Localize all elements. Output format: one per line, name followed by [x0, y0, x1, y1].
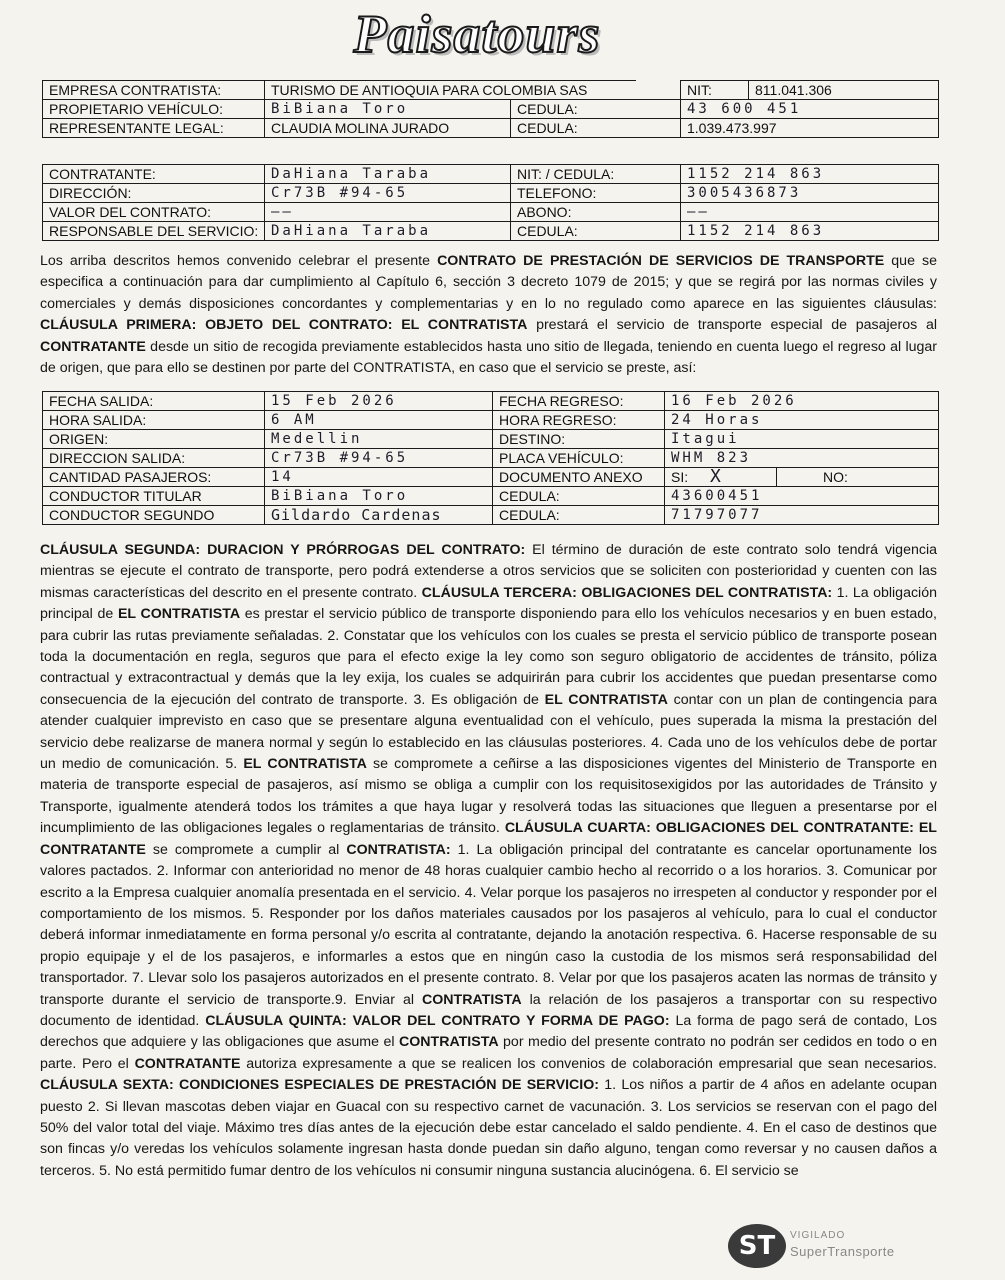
- hora-salida-label: HORA SALIDA:: [43, 411, 265, 430]
- clause-5-text-c: autoriza expresamente a que se realicen los convenios de colaboración empresarial que sean necesarios.: [240, 1055, 937, 1072]
- clause-3-bold-2: EL CONTRATISTA: [544, 691, 668, 708]
- representante-label: REPRESENTANTE LEGAL:: [43, 119, 265, 138]
- propietario-label: PROPIETARIO VEHÍCULO:: [43, 100, 265, 119]
- placa-label: PLACA VEHÍCULO:: [493, 449, 665, 468]
- clause-2-text: El término de duración de este contrato solo tendrá vigencia mientras se ejecute el contrato de transporte, pero podrá extenderse a otros servicios que se soliciten con posterioridad y cuenten con las mismas características del descrito en el presente contrato.: [40, 542, 937, 601]
- conductor-titular-cedula-label: CEDULA:: [493, 487, 665, 506]
- si-mark: X: [710, 467, 724, 487]
- clause-6-title: CLÁUSULA SEXTA: CONDICIONES ESPECIALES DE PRESTACIÓN DE SERVICIO:: [40, 1077, 599, 1094]
- nit-cedula-value: 1152 214 863: [681, 165, 939, 184]
- fecha-regreso-label: FECHA REGRESO:: [493, 392, 665, 411]
- representante-cedula-label: CEDULA:: [511, 119, 681, 138]
- origen-label: ORIGEN:: [43, 430, 265, 449]
- fecha-salida-label: FECHA SALIDA:: [43, 392, 265, 411]
- supertransporte-logo: [728, 1222, 928, 1270]
- clause-4-title: CLÁUSULA CUARTA: OBLIGACIONES DEL CONTRATANTE: EL CONTRATANTE: [40, 820, 937, 858]
- responsable-label: RESPONSABLE DEL SERVICIO:: [43, 222, 265, 241]
- clause-3-text-d: se compromete a ceñirse a las disposiciones vigentes del Ministerio de Transporte en materia de transporte especial de pasajeros, así mismo se obliga a cumplir con los requisitosexigidos por las autoridades de Tránsito y Transporte, igualmente atenderá todos los trámites a que haya lugar y resolverá todas las situaciones que lleguen a presentarse por el incumplimiento de las obligaciones legales o reglamentarias de tránsito.: [40, 756, 938, 837]
- conductor-titular-label: CONDUCTOR TITULAR: [43, 487, 265, 506]
- pasajeros-label: CANTIDAD PASAJEROS:: [43, 468, 265, 487]
- clause-3-title: CLÁUSULA TERCERA: OBLIGACIONES DEL CONTRATISTA:: [421, 584, 833, 601]
- company-table: [42, 80, 939, 138]
- pasajeros-value: 14: [265, 468, 493, 487]
- conductor-segundo-label: CONDUCTOR SEGUNDO: [43, 506, 265, 525]
- clause-3-text-c: contar con un plan de contingencia para atender cualquier imprevisto en caso que se presentare alguna eventualidad con el vehículo, pues superada la misma la prestación del servicio debe realizarse de manera normal y según lo establecido en las cláusulas posteriores. 4. Cada uno de los vehículos debe de portar un medio de comunicación. 5.: [40, 691, 938, 773]
- intro-text-2: que se especifica a continuación para dar cumplimiento al Capítulo 6, sección 3 decreto 1079 de 2015; y que se regirá por las normas civiles y comerciales y demás disposiciones concordantes y complementarias y en lo no regulado como aparece en las siguientes cláusulas:: [40, 253, 937, 312]
- fecha-regreso-value: 16 Feb 2026: [665, 392, 939, 411]
- intro-contract-title: CONTRATO DE PRESTACIÓN DE SERVICIOS DE TRANSPORTE: [437, 253, 885, 269]
- conductor-titular-value: BiBiana Toro: [265, 487, 493, 506]
- telefono-value: 3005436873: [681, 184, 939, 203]
- clause-4-text-b: 1. La obligación principal del contratante es cancelar oportunamente los valores pactados. 2. Informar con anterioridad no menor de 48 horas cualquier cambio hecho al recorrido o a los horarios. 3. Comunicar por escrito a la Empresa cualquier anomalía presentada en el servicio. 4. Velar porque los pasajeros no irrespeten al conductor y responder por el comportamiento de los mismos. 5. Responder por los daños materiales causados por los pasajeros al vehículo, para lo cual el conductor deberá informar inmediatamente en forma personal y/o escrita al contratante, dejando la anotación respectiva. 6. Hacerse responsable de su propio equipaje y el de los pasajeros, e informarles a estos que en ningún caso la custodia de los mismos será responsabilidad del transportador. 7. Llevar solo los pasajeros autorizados en el presente contrato. 8. Velar por que los pasajeros acaten las normas de tránsito y transporte durante el servicio de transporte.9. Enviar al: [40, 841, 937, 1008]
- placa-value: WHM 823: [665, 449, 939, 468]
- clause-3-bold-1: EL CONTRATISTA: [117, 606, 241, 623]
- clause-1-title: CLÁUSULA PRIMERA: OBJETO DEL CONTRATO: EL CONTRATISTA: [40, 317, 528, 334]
- clause-5-bold-1: CONTRATISTA: [399, 1034, 499, 1051]
- responsable-cedula-value: 1152 214 863: [681, 222, 939, 241]
- abono-value: ——: [681, 203, 939, 222]
- propietario-cedula-value: 43 600 451: [681, 100, 939, 119]
- abono-label: ABONO:: [511, 203, 681, 222]
- nit-cedula-label: NIT: / CEDULA:: [511, 165, 681, 184]
- empresa-value: TURISMO DE ANTIOQUIA PARA COLOMBIA SAS: [265, 81, 636, 100]
- clause-1-bold: CONTRATANTE: [40, 338, 146, 355]
- logo-text: Paisatours: [353, 4, 601, 64]
- clause-5-text-b: por medio del presente contrato no podrán ser cedidos en todo o en parte. Pero el: [40, 1034, 938, 1072]
- clause-4-text-a: se compromete a cumplir al: [145, 841, 347, 858]
- contratante-value: DaHiana Taraba: [265, 165, 511, 184]
- clause-4-text-c: la relación de los pasajeros a transportar con su respectivo documento de identidad.: [40, 991, 937, 1029]
- clause-6-text: 1. Los niños a partir de 4 años en adelante ocupan puesto 2. Si llevan mascotas deben viajar en Guacal con su respectivo carnet de vacunación. 3. Los servicios se reservan con el pago del 50% del valor total del viaje. Máximo tres días antes de la ejecución debe estar cancelado el saldo pendiente. 4. En el caso de destinos que son fincas y/o veredas los vehículos solamente ingresan hasta donde puedan sin daño alguno, tengan como reversar y no causen daños a terceros. 5. No está permitido fumar dentro de los vehículos ni consumir ninguna sustancia alucinógena. 6. El servicio se: [40, 1077, 937, 1179]
- clause-3-bold-3: EL CONTRATISTA: [243, 756, 367, 773]
- responsable-cedula-label: CEDULA:: [511, 222, 681, 241]
- direccion-label: DIRECCIÓN:: [43, 184, 265, 203]
- clause-1-text-1: prestará el servicio de transporte especial de pasajeros al: [527, 317, 937, 334]
- clause-4-bold-1: CONTRATISTA:: [346, 841, 451, 858]
- propietario-value: BiBiana Toro: [265, 100, 511, 119]
- clause-5-title: CLÁUSULA QUINTA: VALOR DEL CONTRATO Y FORMA DE PAGO:: [205, 1012, 670, 1029]
- clause-1-text-2: desde un sitio de recogida previamente establecidos hasta uno sitio de llegada, teniendo en cuenta luego el regreso al lugar de origen, que para ello se destinen por parte del CONTRATISTA, en caso que el servicio se preste, así:: [40, 338, 937, 377]
- nit-label: NIT:: [681, 81, 749, 100]
- clause-2-title: CLÁUSULA SEGUNDA: DURACION Y PRÓRROGAS DEL CONTRATO:: [40, 542, 526, 558]
- direccion-salida-label: DIRECCION SALIDA:: [43, 449, 265, 468]
- contract-table: [42, 164, 939, 241]
- empresa-label: EMPRESA CONTRATISTA:: [43, 81, 265, 100]
- nit-value: 811.041.306: [749, 81, 939, 100]
- documento-no: [777, 468, 939, 487]
- hora-salida-value: 6 AM: [265, 411, 493, 430]
- valor-label: VALOR DEL CONTRATO:: [43, 203, 265, 222]
- direccion-value: Cr73B #94-65: [265, 184, 511, 203]
- trip-table: [42, 391, 939, 525]
- representante-value: CLAUDIA MOLINA JURADO: [265, 119, 511, 138]
- company-logo: [312, 4, 642, 68]
- vigilado-text: VIGILADO: [790, 1230, 846, 1241]
- clause-5-text-a: La forma de pago será de contado, Los derechos que adquiere y las obligaciones que asume el: [40, 1012, 937, 1051]
- clause-3-text-b: es prestar el servicio público de transporte disponiendo para ello los vehículos necesarios y en buen estado, para cubrir las rutas previamente señaladas. 2. Constatar que los vehículos con los cuales se presta el servicio público de transporte posean toda la documentación en regla, seguros que para el efecto exige la ley como son seguro obligatorio de accidentes de tránsito, póliza contractual y extracontractual y demás que la ley exija, los cuales se adquirirán para cubrir los accidentes que puedan presentarse como consecuencia de la ejecución del contrato de transporte. 3. Es obligación de: [40, 606, 938, 708]
- propietario-cedula-label: CEDULA:: [511, 100, 681, 119]
- origen-value: Medellin: [265, 430, 493, 449]
- responsable-value: DaHiana Taraba: [265, 222, 511, 241]
- hora-regreso-label: HORA REGRESO:: [493, 411, 665, 430]
- hora-regreso-value: 24 Horas: [665, 411, 939, 430]
- conductor-segundo-cedula-label: CEDULA:: [493, 506, 665, 525]
- supertransporte-text: SuperTransporte: [790, 1244, 895, 1259]
- clauses-body: [40, 540, 937, 1182]
- clause-5-bold-2: CONTRATANTE: [134, 1055, 241, 1072]
- clause-3-text-a: 1. La obligación principal de: [40, 584, 937, 623]
- contratante-label: CONTRATANTE:: [43, 165, 265, 184]
- no-label: NO:: [823, 469, 848, 485]
- conductor-segundo-value: Gildardo Cardenas: [265, 506, 493, 525]
- documento-label: DOCUMENTO ANEXO: [493, 468, 665, 487]
- valor-value: ——: [265, 203, 511, 222]
- intro-text-1: Los arriba descritos hemos convenido celebrar el presente: [40, 253, 438, 269]
- direccion-salida-value: Cr73B #94-65: [265, 449, 493, 468]
- destino-value: Itagui: [665, 430, 939, 449]
- representante-cedula-value: 1.039.473.997: [681, 119, 939, 138]
- telefono-label: TELEFONO:: [511, 184, 681, 203]
- conductor-segundo-cedula-value: 71797077: [665, 506, 939, 525]
- destino-label: DESTINO:: [493, 430, 665, 449]
- clause-4-bold-2: CONTRATISTA: [422, 991, 522, 1008]
- conductor-titular-cedula-value: 43600451: [665, 487, 939, 506]
- documento-si: [665, 468, 777, 487]
- st-mark: ST: [728, 1224, 786, 1268]
- intro-paragraph: [40, 251, 937, 379]
- si-label: SI:: [671, 469, 689, 485]
- fecha-salida-value: 15 Feb 2026: [265, 392, 493, 411]
